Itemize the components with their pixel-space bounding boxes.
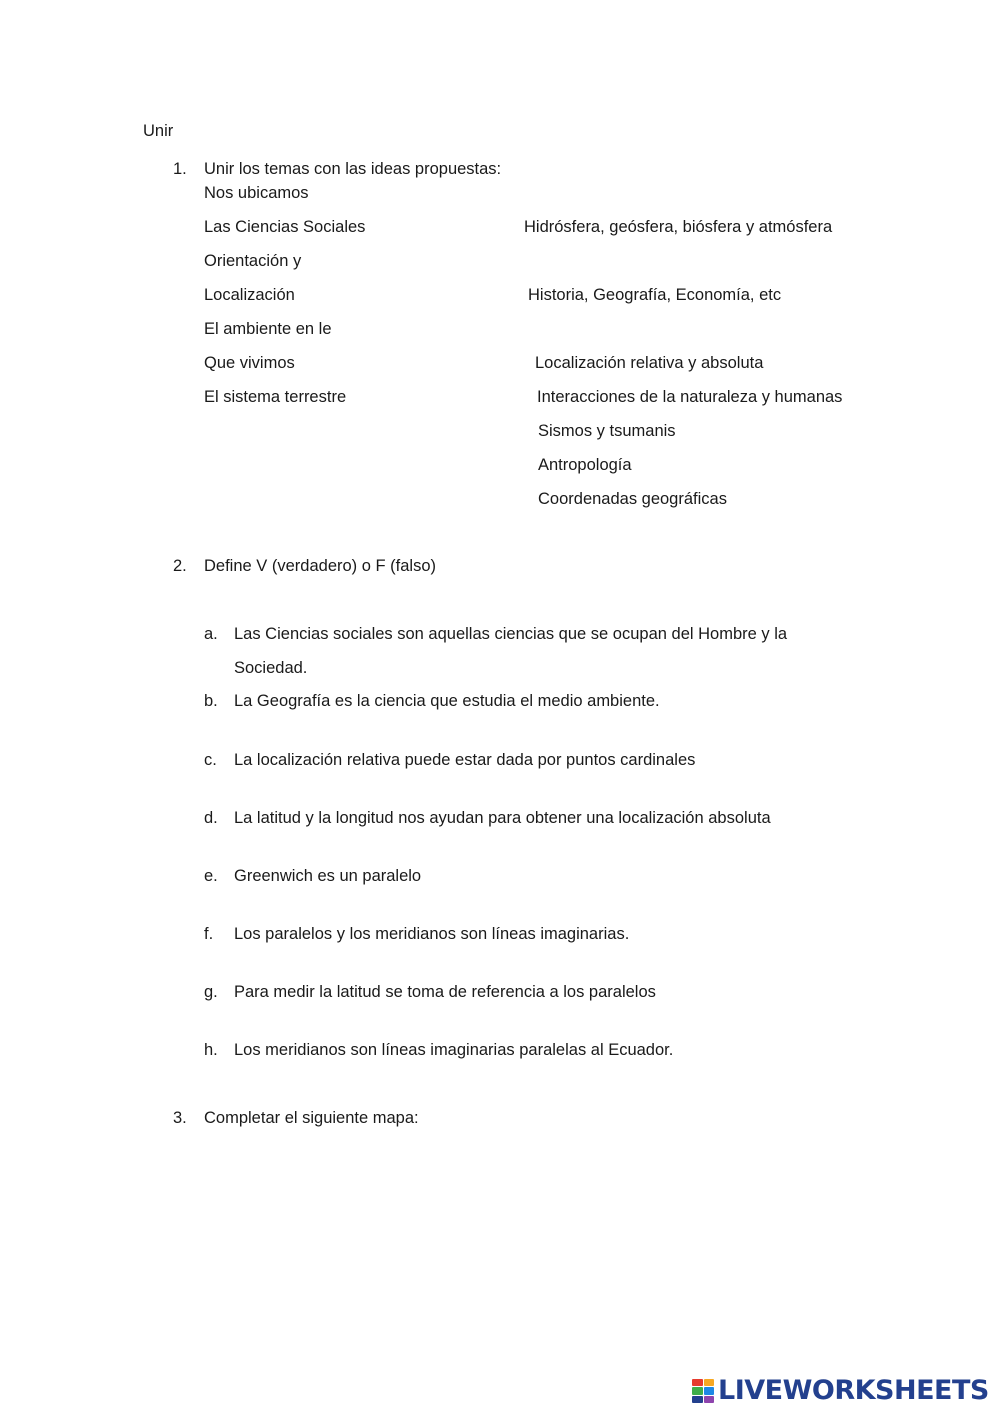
match-right-item[interactable]: Antropología: [538, 456, 632, 474]
match-right-item[interactable]: Historia, Geografía, Economía, etc: [528, 286, 782, 304]
match-left-item[interactable]: El sistema terrestre: [204, 388, 347, 406]
item-letter: d.: [204, 809, 218, 827]
match-left-item[interactable]: Que vivimos: [204, 354, 295, 372]
match-left-item[interactable]: Localización: [204, 286, 295, 304]
statement-text-continued: Sociedad.: [234, 659, 308, 677]
item-letter: b.: [204, 692, 218, 710]
item-letter: g.: [204, 983, 218, 1001]
question-1-title: Unir los temas con las ideas propuestas:: [204, 160, 502, 178]
statement-text: Las Ciencias sociales son aquellas ciencias que se ocupan del Hombre y la: [234, 625, 788, 643]
logo-wordmark: LIVEWORKSHEETS: [718, 1375, 989, 1406]
item-letter: e.: [204, 867, 218, 885]
match-right-item[interactable]: Hidrósfera, geósfera, biósfera y atmósfera: [524, 218, 833, 236]
match-right-item[interactable]: Localización relativa y absoluta: [535, 354, 764, 372]
statement-text: Para medir la latitud se toma de referencia a los paralelos: [234, 983, 656, 1001]
item-letter: c.: [204, 751, 217, 769]
match-left-item: Nos ubicamos: [204, 184, 309, 202]
question-3-number: 3.: [173, 1109, 187, 1127]
statement-text: La Geografía es la ciencia que estudia el medio ambiente.: [234, 692, 660, 710]
liveworksheets-logo: [692, 1376, 989, 1406]
statement-text: Los meridianos son líneas imaginarias paralelas al Ecuador.: [234, 1041, 674, 1059]
item-letter: a.: [204, 625, 218, 643]
statement-text: Greenwich es un paralelo: [234, 867, 422, 885]
match-right-item[interactable]: Interacciones de la naturaleza y humanas: [537, 388, 843, 406]
statement-text: La localización relativa puede estar dada por puntos cardinales: [234, 751, 696, 769]
page-heading: Unir: [143, 122, 174, 140]
statement-text: Los paralelos y los meridianos son líneas imaginarias.: [234, 925, 630, 943]
statement-text: La latitud y la longitud nos ayudan para obtener una localización absoluta: [234, 809, 771, 827]
match-left-item[interactable]: Orientación y: [204, 252, 302, 270]
match-left-item[interactable]: Las Ciencias Sociales: [204, 218, 366, 236]
match-right-item[interactable]: Coordenadas geográficas: [538, 490, 727, 508]
match-right-item[interactable]: Sismos y tsumanis: [538, 422, 676, 440]
item-letter: h.: [204, 1041, 218, 1059]
logo-mark-icon: [692, 1379, 714, 1403]
question-3-title: Completar el siguiente mapa:: [204, 1109, 419, 1127]
question-2-title: Define V (verdadero) o F (falso): [204, 557, 437, 575]
question-1-number: 1.: [173, 160, 187, 178]
question-2-number: 2.: [173, 557, 187, 575]
item-letter: f.: [204, 925, 214, 943]
match-left-item[interactable]: El ambiente en le: [204, 320, 332, 338]
